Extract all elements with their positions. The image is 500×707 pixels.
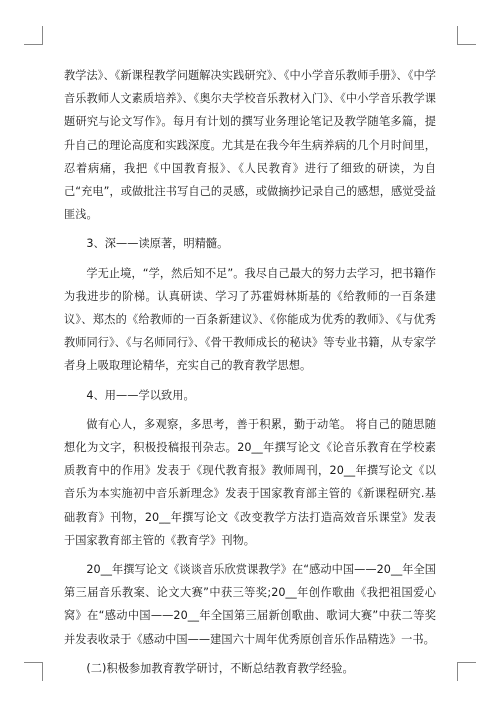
crop-mark-top-right — [457, 26, 476, 45]
section-heading-deep-reading: 3、深——读原著，明精髓。 — [86, 237, 229, 251]
paragraph-reading-list: 教学法》、《新课程教学问题解决实践研究》、《中小学音乐教师手册》、《中学音乐教师人文素质培养》、《奥尔夫学校音乐教材入门》、《中小学音乐教学课题研究与论文写作》。每月有计划的撰写业务理论笔记及教学随笔多篇，提升自己的理论高度和实践深度。尤其是在我今年生病养病的几个月时间里，忍着病痛，我把《中国教育报》、《人民教育》进行了细致的研读，为自己“充电”，或做批注书写自己的灵感，或做摘抄记录自己的感想，感觉受益匪浅。 — [64, 69, 436, 222]
document-body — [64, 64, 436, 686]
crop-mark-bottom-right — [457, 662, 476, 681]
paragraph-publications: 做有心人，多观察，多思考，善于积累，勤于动笔。 将自己的随思随想化为文字，积极投稿报刊杂志。20__年撰写论文《论音乐教育在学校素质教育中的作用》发表于《现代教育报》教师周刊，20__年撰写论文《以音乐为本实施初中音乐新理念》发表于国家教育部主管的《新课程研究.基础教育》刊物，20__年撰写论文《改变教学方法打造高效音乐课堂》发表于国家教育部主管的《教育学》刊物。 — [64, 417, 436, 547]
section-heading-research: (二)积极参加教育教学研讨，不断总结教育教学经验。 — [86, 661, 354, 675]
paragraph-awards: 20__年撰写论文《谈谈音乐欣赏课教学》在“感动中国——20__年全国第三届音乐教案、论文大赛”中获三等奖;20__年创作歌曲《我把祖国爱心窝》在“感动中国——20__年全国第三届新创歌曲、歌词大赛”中获二等奖并发表收录于《感动中国——建国六十周年优秀原创音乐作品精选》一书。 — [64, 563, 436, 646]
crop-mark-bottom-left — [24, 662, 43, 681]
paragraph-deep-reading: 学无止境，“学，然后知不足”。我尽自己最大的努力去学习，把书籍作为我进步的阶梯。认真研读、学习了苏霍姆林斯基的《给教师的一百条建议》、郑杰的《给教师的一百条新建议》、《你能成为优秀的教师》、《与优秀教师同行》、《与名师同行》、《骨干教师成长的秘诀》等专业书籍，从专家学者身上吸取理论精华，充实自己的教育教学思想。 — [64, 266, 436, 373]
crop-mark-top-left — [24, 26, 43, 45]
section-heading-apply: 4、用——学以致用。 — [86, 388, 195, 402]
